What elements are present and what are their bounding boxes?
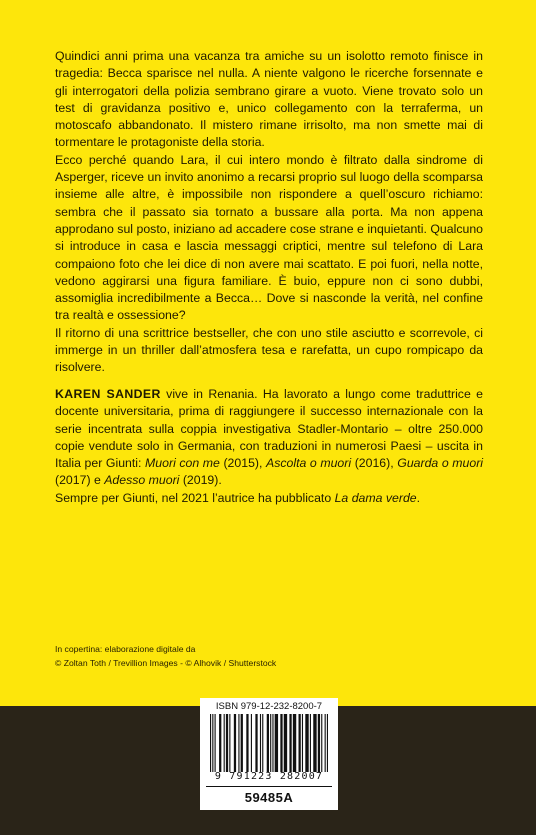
credits-line-2: © Zoltan Toth / Trevillion Images - © Alhovik / Shutterstock [55,658,277,668]
barcode-divider [206,786,332,787]
book-title-1: Muori con me [145,456,220,471]
barcode-bar [241,714,243,772]
barcode-bar [219,714,221,772]
synopsis-paragraph-3: Il ritorno di una scrittrice bestseller, che con uno stile asciutto e scorrevole, ci immerge in un thriller dall’atmosfera tesa e rarefatta, un cupo rompicapo da risolvere. [55,325,483,375]
bio-year-1: (2015), [219,456,267,471]
book-title-3: Guarda o muori [397,456,484,471]
barcode-digits: 9 791223 282007 [214,771,324,782]
synopsis-paragraph-1: Quindici anni prima una vacanza tra amiche su un isolotto remoto finisce in tragedia: Becca sparisce nel nulla. A niente valgono le ricerche forsennate e gli interrogatori della polizia sembrano girare a vuoto. Viene trovato solo un test di gravidanza positivo e, unico collegamento con la terraferma, un motoscafo abbandonato. Il mistero rimane irrisolto, ma non smette mai di tormentare le protagoniste della storia. [55,49,483,150]
author-bio-paragraph-1 [55,386,483,490]
credits-line-1: In copertina: elaborazione digitale da [55,644,196,654]
barcode-bar [212,714,213,772]
synopsis [55,48,483,377]
barcode-bar [238,714,239,772]
barcode-bar [262,714,263,772]
bio-year-4: (2019). [179,473,222,488]
author-name: KAREN SANDER [55,387,161,401]
barcode-bar [289,714,291,772]
barcode-bar [246,714,248,772]
barcode-bar [318,714,320,772]
barcode-bar [267,714,269,772]
bio-p2-end: . [416,490,421,505]
barcode-bar [226,714,228,772]
barcode-bar [305,714,308,772]
bio-year-3: (2017) e [55,473,105,488]
barcode-bar [310,714,311,772]
barcode-bar [255,714,257,772]
cover-credits [55,642,475,670]
barcode-bar [210,714,211,772]
barcode-bar [272,714,273,772]
barcode-bar [284,714,287,772]
barcode-bar [275,714,278,772]
barcode-bar [313,714,316,772]
barcode-bar [260,714,261,772]
barcode-bar [321,714,322,772]
bio-text-1: vive in Renania. Ha lavorato a lungo come traduttrice e docente universitaria, prima di raggiungere il successo internazionale con la serie incentrata sulla coppia investigativa Stadler-Montario – oltre 250.000 copie vendute solo in Germania, con traduzioni in numerosi Paesi – uscita in Italia per Giunti: [55,387,483,471]
book-title-5: La dama verde [334,490,417,505]
book-title-4: Adesso muori [104,473,180,488]
barcode-bar [299,714,301,772]
barcode-bar [270,714,271,772]
isbn-label: ISBN 979-12-232-8200-7 [215,701,323,712]
author-bio-paragraph-2 [55,490,483,507]
barcode-box [200,698,338,810]
book-title-2: Ascolta o muori [266,456,352,471]
bio-year-2: (2016), [351,456,398,471]
bio-p2-text: Sempre per Giunti, nel 2021 l’autrice ha pubblicato [55,490,335,505]
barcode-bars [210,714,328,772]
barcode-bar [229,714,230,772]
synopsis-paragraph-2: Ecco perché quando Lara, il cui intero mondo è filtrato dalla sindrome di Asperger, riceve un invito anonimo a recarsi proprio sul luogo della scomparsa insieme alle altre, è impossibile non rispondere a quell’oscuro richiamo: sembra che il passato sia tornato a bussare alla porta. Ma non appena approdano sul posto, iniziano ad accadere cose strane e inquietanti. Qualcuno si introduce in casa e lascia messaggi criptici, mentre sul telefono di Lara compaiono foto che lei dice di non avere mai scattato. E poi fuori, nella notte, vedono aggirarsi una figura familiare. È buio, eppure non ci sono dubbi, assomiglia incredibilmente a Becca… Dove si nasconde la verità, nel confine tra realtà e ossessione? [55,152,483,323]
barcode-bar [251,714,252,772]
barcode-bar [325,714,326,772]
author-bio [55,386,483,507]
product-code: 59485A [244,790,294,805]
barcode-bar [327,714,328,772]
barcode-bar [293,714,296,772]
barcode-bar [302,714,303,772]
barcode-bar [224,714,225,772]
barcode-bar [280,714,282,772]
barcode-bar [215,714,216,772]
barcode-bar [234,714,236,772]
